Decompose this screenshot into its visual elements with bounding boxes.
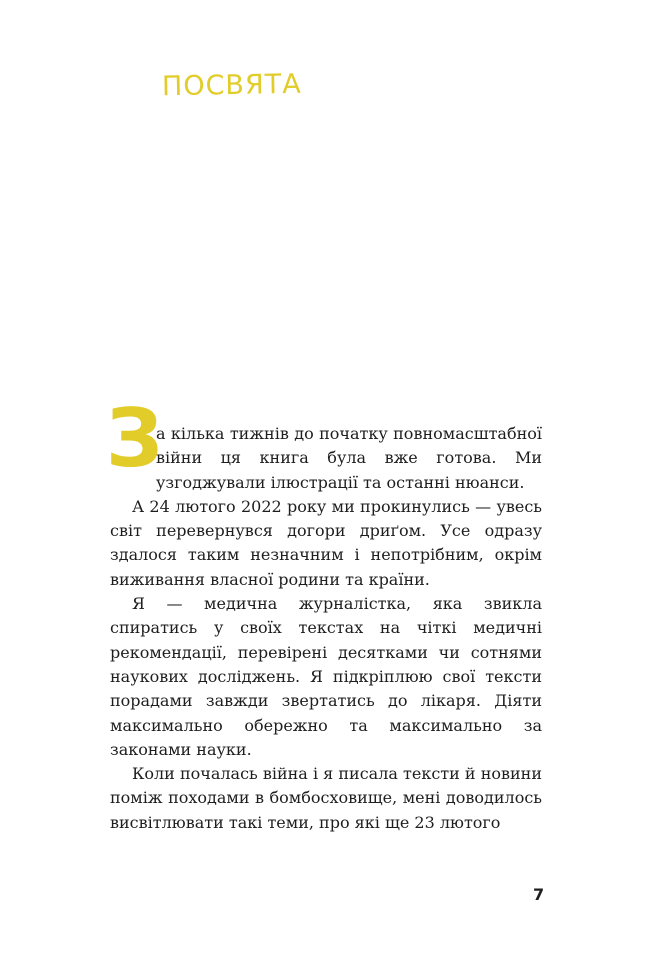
paragraph-1 (106, 392, 542, 495)
paragraph-1-text: а кілька тижнів до початку повномасштабної війни ця книга була вже готова. Ми узгоджували ілюстрації та останні нюанси. (156, 424, 542, 492)
paragraph-2: А 24 лютого 2022 року ми прокинулись — увесь світ перевернувся догори дриґом. Усе одразу здалося таким незначним і непотрібним, окрім виживання власної родини та країни. (110, 496, 542, 589)
paragraph-4: Коли почалась війна і я писала тексти й новини поміж походами в бомбосховище, мені доводилось висвітлювати такі теми, про які ще 23 лютого (110, 764, 542, 832)
paragraph-3: Я — медична журналістка, яка звикла спиратись у своїх текстах на чіткі медичні рекомендації, перевірені десятками чи сотнями наукових досліджень. Я підкріплюю свої тексти порадами завжди звертатись до лікаря. Діяти максимально обережно та максимально за законами науки. (110, 594, 542, 759)
body-text (106, 392, 542, 835)
page-title: ПОСВЯТА (161, 68, 302, 103)
drop-cap: З (106, 392, 163, 485)
page-number: 7 (533, 885, 545, 904)
